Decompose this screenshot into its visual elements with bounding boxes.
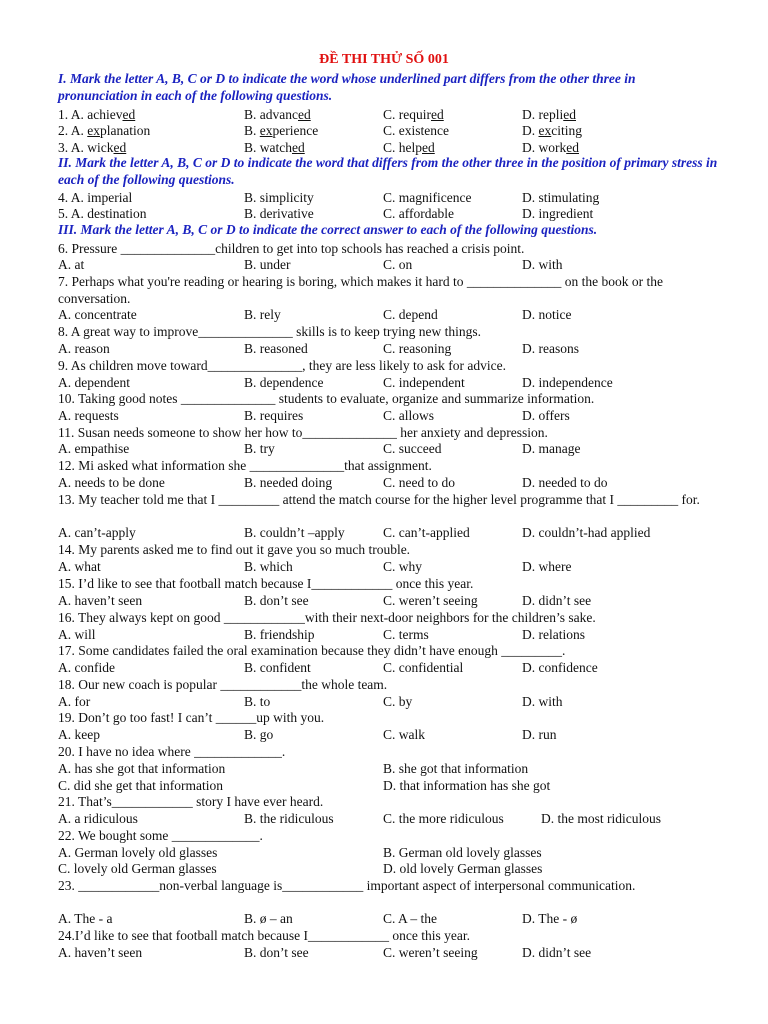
option-b: B. confident bbox=[244, 660, 311, 675]
option-c: C. need to do bbox=[383, 475, 455, 490]
option-b: B. watched bbox=[244, 140, 305, 155]
option-c: C. magnificence bbox=[383, 190, 472, 205]
option-b: B. she got that information bbox=[383, 761, 529, 776]
question-text: 22. We bought some _____________. bbox=[58, 828, 263, 843]
option-b: B. derivative bbox=[244, 206, 314, 221]
option-a: A. haven’t seen bbox=[58, 945, 143, 960]
option-b: B. don’t see bbox=[244, 593, 309, 608]
question-text: 21. That’s____________ story I have ever heard. bbox=[58, 794, 324, 809]
question-text: 19. Don’t go too fast! I can’t ______up with you. bbox=[58, 710, 325, 725]
option-c: C. why bbox=[383, 559, 423, 574]
option-d: D. with bbox=[522, 694, 563, 709]
option-d: D. with bbox=[522, 257, 563, 272]
option-d: D. stimulating bbox=[522, 190, 600, 205]
option-c: C. existence bbox=[383, 123, 449, 138]
option-c: C. helped bbox=[383, 140, 435, 155]
option-a: A. concentrate bbox=[58, 307, 137, 322]
option-a: 5. A. destination bbox=[58, 206, 147, 221]
option-a: 4. A. imperial bbox=[58, 190, 133, 205]
question-text: 15. I’d like to see that football match because I____________ once this year. bbox=[58, 576, 474, 591]
section-3-instruction: III. Mark the letter A, B, C or D to indicate the correct answer to each of the following questions. bbox=[58, 222, 598, 237]
option-c: C. affordable bbox=[383, 206, 454, 221]
options-row bbox=[58, 910, 718, 927]
option-b: B. go bbox=[244, 727, 274, 742]
option-b: B. try bbox=[244, 441, 275, 456]
option-d: D. where bbox=[522, 559, 572, 574]
question-text: 12. Mi asked what information she ______________that assignment. bbox=[58, 458, 432, 473]
option-a: A. keep bbox=[58, 727, 100, 742]
question-text: 9. As children move toward______________, they are less likely to ask for advice. bbox=[58, 358, 507, 373]
option-d: D. The - ø bbox=[522, 911, 578, 926]
option-b: B. rely bbox=[244, 307, 281, 322]
question-text: 10. Taking good notes ______________ students to evaluate, organize and summarize information. bbox=[58, 391, 595, 406]
options-row bbox=[58, 810, 718, 827]
option-b: B. to bbox=[244, 694, 271, 709]
option-d: D. needed to do bbox=[522, 475, 608, 490]
options-row bbox=[58, 407, 718, 424]
question-text: 24.I’d like to see that football match because I____________ once this year. bbox=[58, 928, 471, 943]
option-b: B. which bbox=[244, 559, 293, 574]
options-row bbox=[58, 524, 718, 541]
option-c: C. confidential bbox=[383, 660, 464, 675]
option-d: D. ingredient bbox=[522, 206, 594, 221]
option-c: C. on bbox=[383, 257, 413, 272]
option-c: C. can’t-applied bbox=[383, 525, 470, 540]
exam-title: ĐỀ THI THỬ SỐ 001 bbox=[319, 52, 449, 67]
question-text: 23. ____________non-verbal language is____________ important aspect of interpersonal communication. bbox=[58, 878, 636, 893]
option-a: A. reason bbox=[58, 341, 110, 356]
question-text: 8. A great way to improve______________ skills is to keep trying new things. bbox=[58, 324, 481, 339]
option-d: D. confidence bbox=[522, 660, 598, 675]
option-d: D. didn’t see bbox=[522, 945, 592, 960]
options-row bbox=[58, 558, 718, 575]
option-c: C. walk bbox=[383, 727, 425, 742]
option-a: 3. A. wicked bbox=[58, 140, 127, 155]
option-b: B. ø – an bbox=[244, 911, 293, 926]
option-a: A. what bbox=[58, 559, 101, 574]
option-a: A. German lovely old glasses bbox=[58, 845, 218, 860]
option-d: D. worked bbox=[522, 140, 579, 155]
option-b: B. advanced bbox=[244, 107, 311, 122]
option-d: D. old lovely German glasses bbox=[383, 861, 543, 876]
option-b: B. reasoned bbox=[244, 341, 308, 356]
option-d: D. couldn’t-had applied bbox=[522, 525, 651, 540]
option-b: B. German old lovely glasses bbox=[383, 845, 542, 860]
option-d: D. that information has she got bbox=[383, 778, 551, 793]
option-d: D. relations bbox=[522, 627, 585, 642]
option-d: D. didn’t see bbox=[522, 593, 592, 608]
question-text: 17. Some candidates failed the oral examination because they didn’t have enough _________. bbox=[58, 643, 566, 658]
option-a: A. haven’t seen bbox=[58, 593, 143, 608]
option-a: A. dependent bbox=[58, 375, 130, 390]
option-b: B. under bbox=[244, 257, 291, 272]
option-a: A. needs to be done bbox=[58, 475, 165, 490]
option-a: A. will bbox=[58, 627, 96, 642]
option-d: D. independence bbox=[522, 375, 613, 390]
option-a: A. at bbox=[58, 257, 85, 272]
option-b: B. dependence bbox=[244, 375, 324, 390]
option-c: C. depend bbox=[383, 307, 438, 322]
option-c: C. lovely old German glasses bbox=[58, 861, 217, 876]
question-text: 7. Perhaps what you're reading or hearing is boring, which makes it hard to ______________ on the book or the conversation. bbox=[58, 274, 663, 306]
option-d: D. notice bbox=[522, 307, 572, 322]
option-c: C. did she get that information bbox=[58, 778, 223, 793]
option-c: C. required bbox=[383, 107, 444, 122]
options-row bbox=[58, 726, 718, 743]
option-d: D. run bbox=[522, 727, 557, 742]
question-row bbox=[58, 139, 718, 156]
option-b: B. experience bbox=[244, 123, 319, 138]
option-c: C. A – the bbox=[383, 911, 438, 926]
option-d: D. reasons bbox=[522, 341, 579, 356]
option-a: A. requests bbox=[58, 408, 119, 423]
question-text: 6. Pressure ______________children to get into top schools has reached a crisis point. bbox=[58, 241, 525, 256]
question-text: 18. Our new coach is popular ____________the whole team. bbox=[58, 677, 388, 692]
option-b: B. couldn’t –apply bbox=[244, 525, 345, 540]
option-d: D. offers bbox=[522, 408, 570, 423]
option-b: B. friendship bbox=[244, 627, 315, 642]
option-a: A. can’t-apply bbox=[58, 525, 136, 540]
option-a: A. empathise bbox=[58, 441, 130, 456]
option-c: C. independent bbox=[383, 375, 465, 390]
options-row bbox=[58, 844, 718, 861]
question-text: 11. Susan needs someone to show her how to______________ her anxiety and depression. bbox=[58, 425, 548, 440]
options-row bbox=[58, 777, 718, 794]
options-row bbox=[58, 659, 718, 676]
options-row bbox=[58, 944, 718, 961]
options-row bbox=[58, 626, 718, 643]
option-a: A. a ridiculous bbox=[58, 811, 138, 826]
option-b: B. don’t see bbox=[244, 945, 309, 960]
option-a: A. confide bbox=[58, 660, 115, 675]
option-a: A. The - a bbox=[58, 911, 113, 926]
option-a: 1. A. achieved bbox=[58, 107, 136, 122]
options-row bbox=[58, 760, 718, 777]
question-row bbox=[58, 205, 718, 222]
option-c: C. terms bbox=[383, 627, 429, 642]
question-text: 14. My parents asked me to find out it gave you so much trouble. bbox=[58, 542, 411, 557]
options-row bbox=[58, 474, 718, 491]
option-d: D. manage bbox=[522, 441, 581, 456]
option-c: C. the more ridiculous bbox=[383, 811, 504, 826]
option-c: C. weren’t seeing bbox=[383, 945, 478, 960]
question-row bbox=[58, 189, 718, 206]
section-1-instruction: I. Mark the letter A, B, C or D to indicate the word whose underlined part differs from the other three in pronunciation in each of the following questions. bbox=[58, 71, 636, 103]
option-d: D. replied bbox=[522, 107, 576, 122]
option-d: D. the most ridiculous bbox=[541, 811, 661, 826]
section-2-instruction: II. Mark the letter A, B, C or D to indicate the word that differs from the other three in the position of primary stress in each of the following questions. bbox=[58, 155, 718, 187]
options-row bbox=[58, 693, 718, 710]
question-text: 20. I have no idea where _____________. bbox=[58, 744, 286, 759]
question-row bbox=[58, 122, 718, 139]
options-row bbox=[58, 340, 718, 357]
options-row bbox=[58, 592, 718, 609]
question-text: 16. They always kept on good ____________with their next-door neighbors for the children’s sake. bbox=[58, 610, 596, 625]
options-row bbox=[58, 374, 718, 391]
option-c: C. succeed bbox=[383, 441, 442, 456]
option-a: A. has she got that information bbox=[58, 761, 226, 776]
option-c: C. reasoning bbox=[383, 341, 452, 356]
option-c: C. allows bbox=[383, 408, 435, 423]
option-b: B. simplicity bbox=[244, 190, 314, 205]
options-row bbox=[58, 256, 718, 273]
option-b: B. needed doing bbox=[244, 475, 333, 490]
options-row bbox=[58, 860, 718, 877]
question-row bbox=[58, 106, 718, 123]
option-b: B. the ridiculous bbox=[244, 811, 334, 826]
option-c: C. by bbox=[383, 694, 413, 709]
option-c: C. weren’t seeing bbox=[383, 593, 478, 608]
option-d: D. exciting bbox=[522, 123, 582, 138]
option-b: B. requires bbox=[244, 408, 304, 423]
options-row bbox=[58, 306, 718, 323]
option-a: A. for bbox=[58, 694, 91, 709]
option-a: 2. A. explanation bbox=[58, 123, 151, 138]
question-text: 13. My teacher told me that I _________ attend the match course for the higher level programme that I _________ for. bbox=[58, 492, 700, 507]
options-row bbox=[58, 440, 718, 457]
